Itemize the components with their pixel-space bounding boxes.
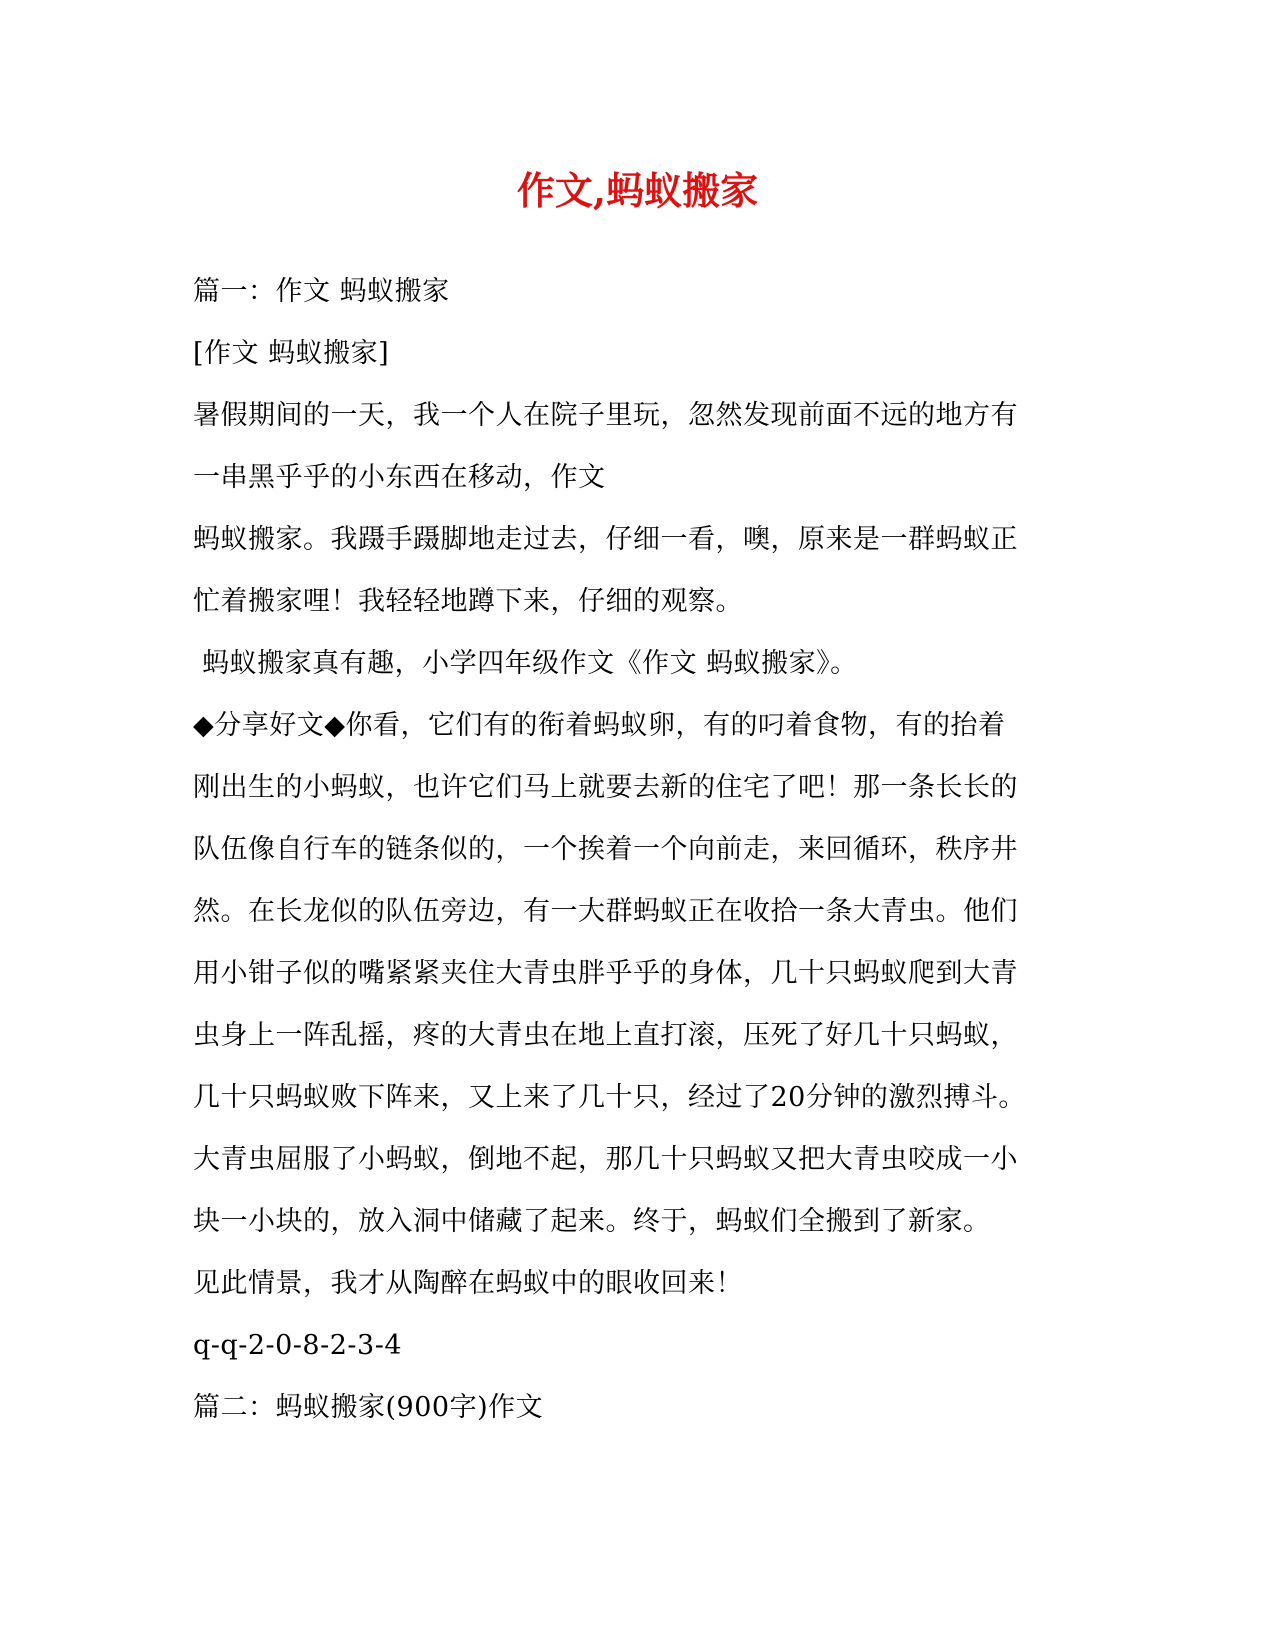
body-line: 队伍像自行车的链条似的，一个挨着一个向前走，来回循环，秩序井: [193, 834, 1018, 865]
body-line: 用小钳子似的嘴紧紧夹住大青虫胖乎乎的身体，几十只蚂蚁爬到大青: [193, 958, 1018, 989]
section-heading-2: 篇二：蚂蚁搬家(900字)作文: [193, 1392, 544, 1423]
document-title: 作文,蚂蚁搬家: [516, 168, 759, 213]
body-line: 蚂蚁搬家真有趣，小学四年级作文《作文 蚂蚁搬家》。: [193, 648, 858, 679]
body-line: 忙着搬家哩！我轻轻地蹲下来，仔细的观察。: [193, 586, 743, 617]
section-heading-1: 篇一：作文 蚂蚁搬家: [193, 276, 450, 307]
body-line: 一串黑乎乎的小东西在移动，作文: [193, 462, 606, 493]
body-line: 虫身上一阵乱摇，疼的大青虫在地上直打滚，压死了好几十只蚂蚁，: [193, 1020, 1018, 1051]
body-line: q-q-2-0-8-2-3-4: [193, 1330, 402, 1361]
body-line: 然。在长龙似的队伍旁边，有一大群蚂蚁正在收拾一条大青虫。他们: [193, 896, 1018, 927]
body-line: 块一小块的，放入洞中储藏了起来。终于，蚂蚁们全搬到了新家。: [193, 1206, 991, 1237]
body-line: 见此情景，我才从陶醉在蚂蚁中的眼收回来！: [193, 1268, 743, 1299]
body-line: 几十只蚂蚁败下阵来，又上来了几十只，经过了20分钟的激烈搏斗。: [193, 1082, 1026, 1113]
body-line: 蚂蚁搬家。我蹑手蹑脚地走过去，仔细一看，噢，原来是一群蚂蚁正: [193, 524, 1018, 555]
body-line: 暑假期间的一天，我一个人在院子里玩，忽然发现前面不远的地方有: [193, 400, 1018, 431]
body-line: 刚出生的小蚂蚁，也许它们马上就要去新的住宅了吧！那一条长长的: [193, 772, 1018, 803]
body-line: [作文 蚂蚁搬家]: [193, 338, 390, 369]
body-line: 大青虫屈服了小蚂蚁，倒地不起，那几十只蚂蚁又把大青虫咬成一小: [193, 1144, 1018, 1175]
body-line: ◆分享好文◆你看，它们有的衔着蚂蚁卵，有的叼着食物，有的抬着: [193, 710, 1006, 741]
